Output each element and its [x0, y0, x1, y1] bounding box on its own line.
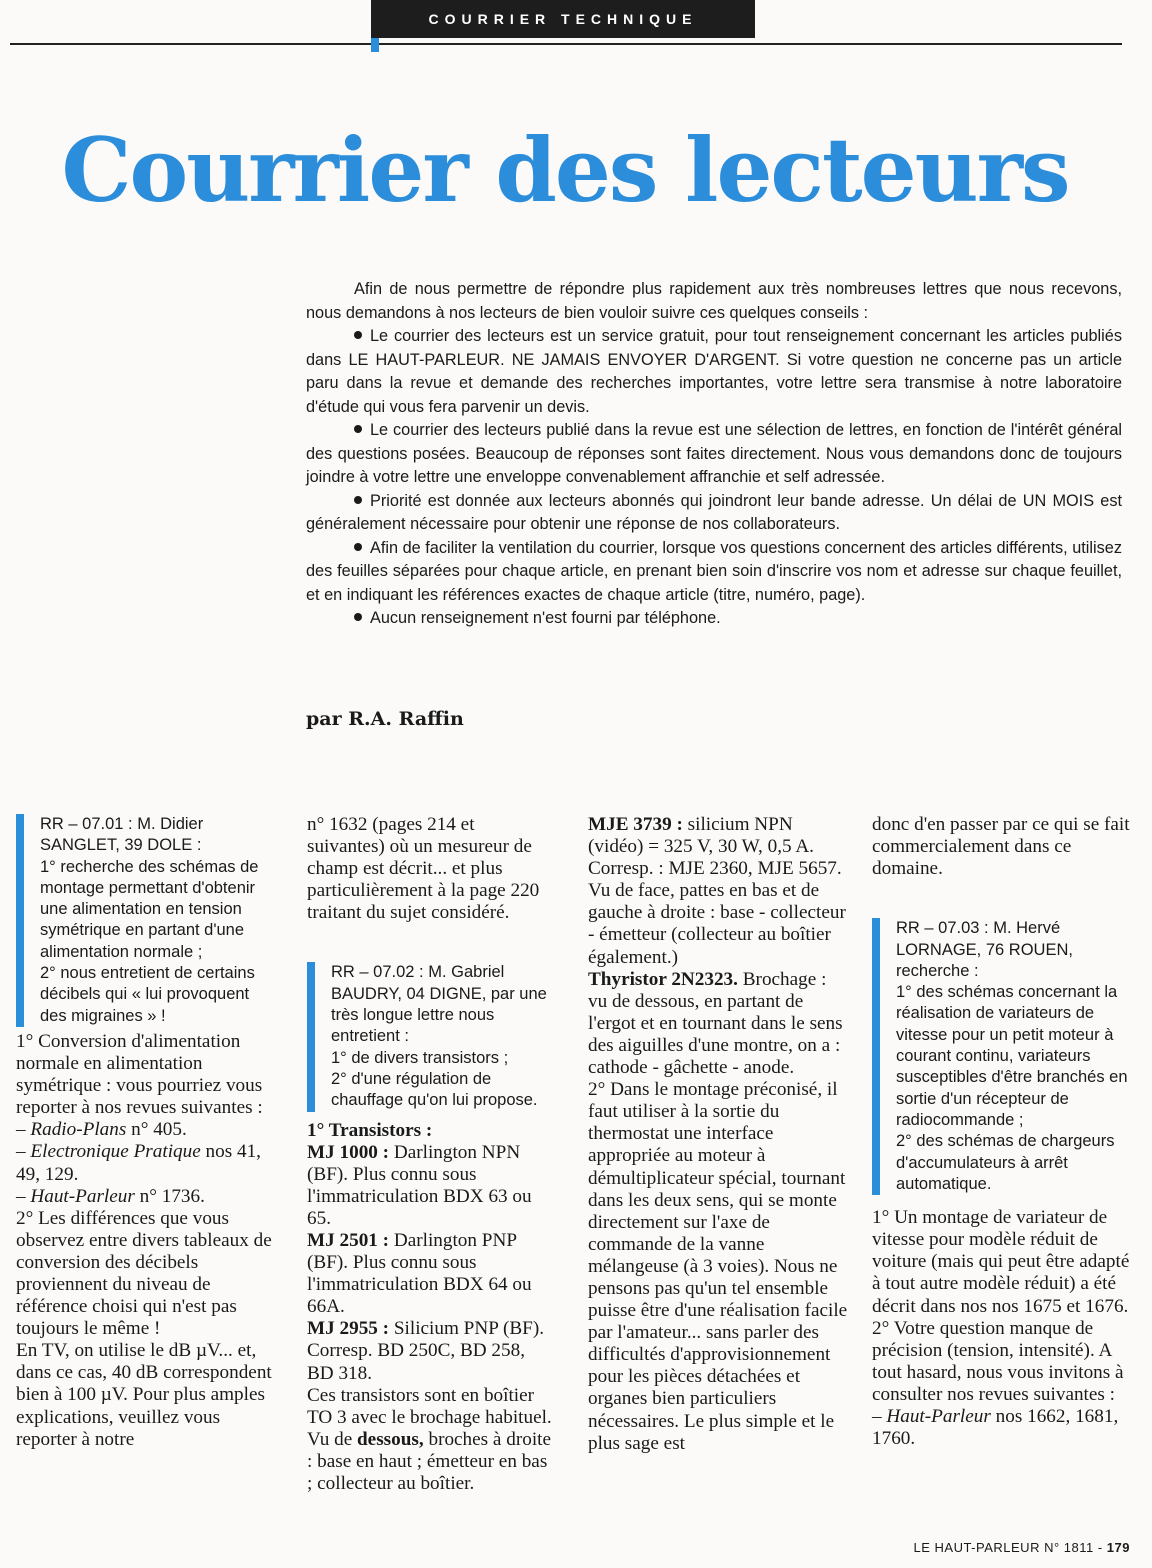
column-1 [16, 814, 273, 1451]
transistor-entry: MJ 2955 : Silicium PNP (BF). Corresp. BD 250C, BD 258, BD 318. [307, 1318, 545, 1384]
transistor-entry: MJE 3739 : silicium NPN (vidéo) = 325 V, 30 W, 0,5 A. Corresp. : MJE 2360, MJE 5657. Vu de face, pattes en bas et de gauche à droite : base - collecteur - émetteur (collecteur au boîtier également.) [588, 814, 846, 968]
answer-text: donc d'en passer par ce qui se fait commercialement dans ce domaine. [872, 814, 1130, 880]
intro-bullet: Le courrier des lecteurs publié dans la revue est une sélection de lettres, en fonction de l'intérêt général des questions posées. Beaucoup de réponses sont faites directement. Nous vous demandons donc de toujours joindre à votre lettre une enveloppe convenablement affranchie et self adressée. [306, 421, 1122, 486]
transistor-entry: MJ 2501 : Darlington PNP (BF). Plus connu sous l'immatriculation BDX 64 ou 66A. [307, 1230, 532, 1318]
question-rr-07-01: RR – 07.01 : M. Didier SANGLET, 39 DOLE : 1° recherche des schémas de montage permettant d'obtenir une alimentation en tension symétrique en partant d'une alimentation normale ; 2° nous entretient de certains décibels qui « lui provoquent des migraines » ! [16, 814, 273, 1027]
header-rule [10, 43, 1122, 45]
bullet-icon [354, 543, 362, 551]
bullet-icon [354, 331, 362, 339]
question-rr-07-03: RR – 07.03 : M. Hervé LORNAGE, 76 ROUEN, recherche : 1° des schémas concernant la réalisation de variateurs de vitesse pour un petit moteur à courant continu, variateurs susceptibles d'être branchés en sortie d'un récepteur de radiocommande ; 2° des schémas de chargeurs d'accumulateurs à arrêt automatique. [872, 918, 1134, 1195]
intro-bullet: Aucun renseignement n'est fourni par téléphone. [306, 607, 1122, 631]
intro-bullet: Le courrier des lecteurs est un service gratuit, pour tout renseignement concernant les articles publiés dans LE HAUT-PARLEUR. NE JAMAIS ENVOYER D'ARGENT. Si votre question ne concerne pas un article paru dans la revue et demande des recherches importantes, votre lettre sera transmise à notre laboratoire d'étude qui vous fera parvenir un devis. [306, 327, 1122, 416]
reference: – Electronique Pratique nos 41, 49, 129. [16, 1141, 261, 1185]
transistor-entry: MJ 1000 : Darlington NPN (BF). Plus connu sous l'immatriculation BDX 63 ou 65. [307, 1141, 532, 1229]
reference: – Haut-Parleur n° 1736. [16, 1185, 205, 1207]
intro-bullet: Priorité est donnée aux lecteurs abonnés qui joindront leur bande adresse. Un délai de UN MOIS est généralement nécessaire pour obtenir une réponse de nos collaborateurs. [306, 491, 1122, 533]
intro-bullet: Afin de faciliter la ventilation du courrier, lorsque vos questions concernent des articles différents, utilisez des feuilles séparées pour chaque article, en prenant bien soin d'inscrire vos nom et adresse sur chaque feuillet, et en indiquant les références exactes de chaque article (titre, numéro, page). [306, 538, 1122, 604]
transistor-entry: Thyristor 2N2323. Brochage : vu de dessous, en partant de l'ergot et en tournant dans le sens des aiguilles d'une montre, on a : cathode - gâchette - anode. [588, 968, 843, 1079]
column-2 [307, 814, 555, 1495]
magazine-issue: LE HAUT-PARLEUR N° 1811 - [913, 1540, 1103, 1555]
subheading: 1° Transistors : [307, 1119, 433, 1141]
answer-text: En TV, on utilise le dB µV... et, dans ce cas, 40 dB correspondent bien à 100 µV. Pour plus amples explications, veuillez vous reporter à notre [16, 1340, 272, 1450]
byline: par R.A. Raffin [306, 708, 464, 730]
answer-text: Ces transistors sont en boîtier TO 3 avec le brochage habituel. Vu de dessous, broches à droite : base en haut ; émetteur en bas ; collecteur au boîtier. [307, 1384, 552, 1495]
intro-lead: Afin de nous permettre de répondre plus rapidement aux très nombreuses lettres que nous recevons, nous demandons à nos lecteurs de bien vouloir suivre ces quelques conseils : [306, 280, 1122, 322]
answer-text: 2° Dans le montage préconisé, il faut utiliser à la sortie du thermostat une interface appropriée au moteur à démultiplicateur spécial, tournant dans les deux sens, qui se monte directement sur l'axe de commande de la vanne mélangeuse (à 3 voies). Nous ne pensons pas qu'un tel ensemble puisse être d'une réalisation facile par l'amateur... sans parler des difficultés d'approvisionnement pour les pièces détachées et organes bien particuliers nécessaires. Le plus simple et le plus sage est [588, 1079, 848, 1454]
answer-text: 2° Votre question manque de précision (tension, intensité). A tout hasard, nous vous invitons à consulter nos revues suivantes : [872, 1317, 1124, 1405]
answer-text: 1° Un montage de variateur de vitesse pour modèle réduit de voiture (mais qui peut être adapté à tout autre modèle réduit) a été décrit dans nos nos 1675 et 1676. [872, 1207, 1130, 1317]
reference: – Haut-Parleur nos 1662, 1681, 1760. [872, 1405, 1119, 1450]
column-3 [588, 814, 850, 1455]
question-rr-07-02: RR – 07.02 : M. Gabriel BAUDRY, 04 DIGNE, par une très longue lettre nous entretient : 1° de divers transistors ; 2° d'une régulation de chauffage qu'on lui propose. [307, 962, 555, 1111]
column-4 [872, 814, 1134, 1450]
section-tag: COURRIER TECHNIQUE [371, 0, 755, 38]
page-number: 179 [1106, 1540, 1130, 1555]
answer-text: 2° Les différences que vous observez entre divers tableaux de conversion des décibels proviennent du niveau de référence choisi qui n'est pas toujours le même ! [16, 1207, 272, 1340]
bullet-icon [354, 496, 362, 504]
page-title: Courrier des lecteurs [61, 118, 1069, 222]
answer-text: 1° Conversion d'alimentation normale en alimentation symétrique : vous pourriez vous reporter à nos revues suivantes : [16, 1030, 263, 1119]
answer-text: n° 1632 (pages 214 et suivantes) où un mesureur de champ est décrit... et plus particulièrement à la page 220 traitant du sujet considéré. [307, 814, 540, 924]
intro-block [306, 278, 1122, 631]
bullet-icon [354, 613, 362, 621]
reference: – Radio-Plans n° 405. [16, 1119, 187, 1141]
page-footer [914, 1540, 1131, 1555]
bullet-icon [354, 425, 362, 433]
